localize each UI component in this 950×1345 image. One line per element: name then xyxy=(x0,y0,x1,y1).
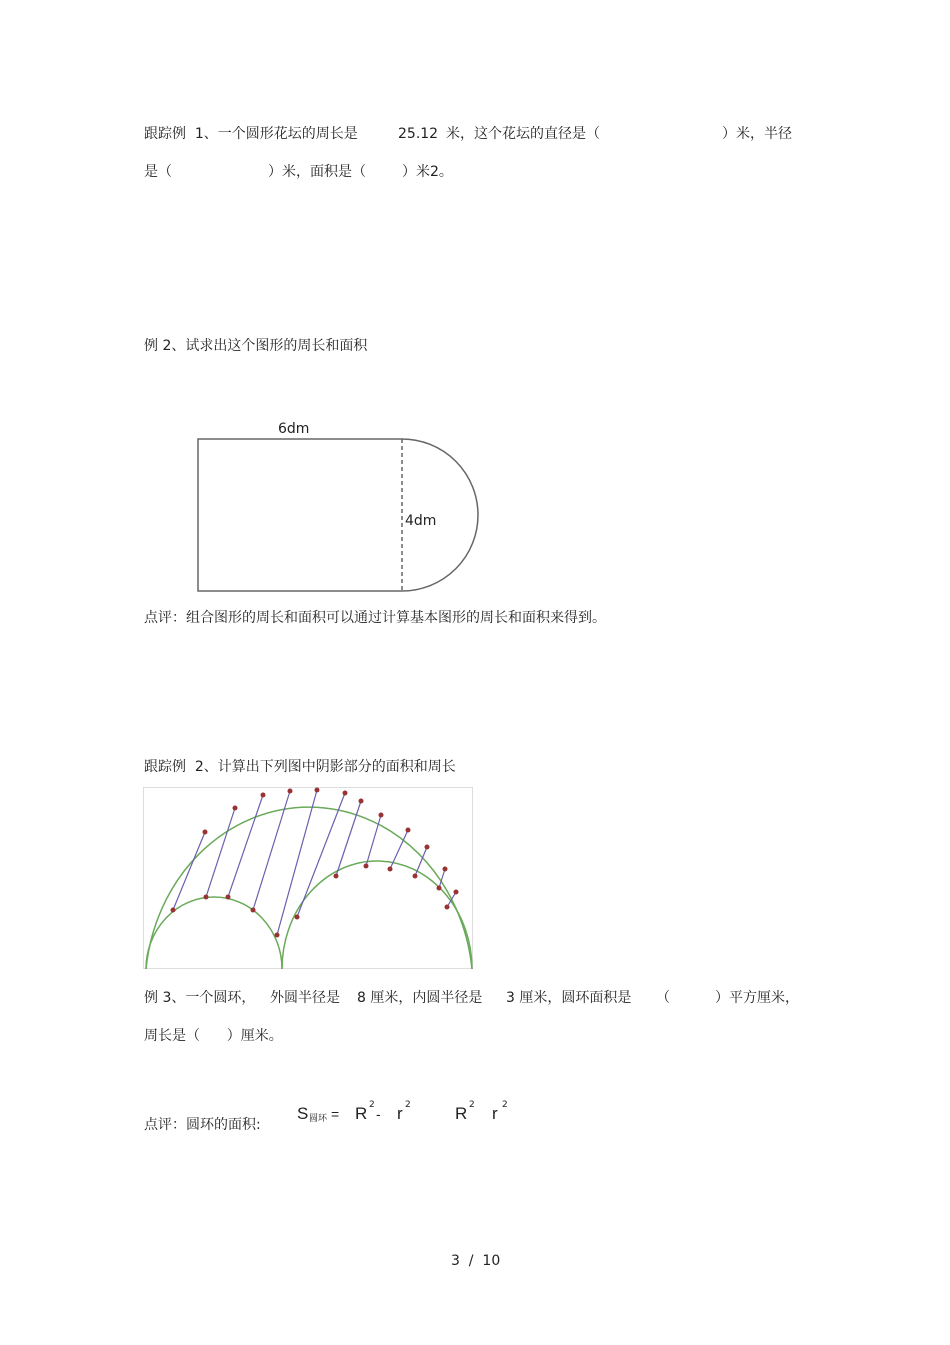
formula-r2: r xyxy=(492,1104,498,1123)
formula-S: S xyxy=(297,1104,309,1123)
figure-height-label: 4dm xyxy=(405,513,437,529)
example3-line1-f: ）平方厘米， xyxy=(715,990,799,1006)
track2-title: 跟踪例 2、计算出下列图中阴影部分的面积和周长 xyxy=(144,759,456,775)
example3-line1-d: 3 厘米，圆环面积是 xyxy=(506,990,632,1006)
figure-width-label: 6dm xyxy=(278,421,310,437)
formula-subscript: 圆环 xyxy=(309,1114,328,1124)
formula-sup4: 2 xyxy=(502,1100,508,1110)
example2-comment: 点评：组合图形的周长和面积可以通过计算基本图形的周长和面积来得到。 xyxy=(144,610,606,626)
formula-R1: R xyxy=(355,1104,368,1123)
formula-equals: = xyxy=(331,1106,340,1122)
formula-R2: R xyxy=(455,1104,468,1123)
example3-line1-a: 例 3、一个圆环， xyxy=(144,990,256,1006)
track1-circumference-value: 25.12 xyxy=(398,126,439,142)
formula-minus: - xyxy=(376,1106,381,1122)
track1-line2-end: ）米2。 xyxy=(402,164,453,180)
track1-line1-prefix: 跟踪例 1、一个圆形花坛的周长是 xyxy=(144,126,358,142)
formula-sup3: 2 xyxy=(469,1100,475,1110)
track1-line1-end: ）米，半径 xyxy=(722,126,792,142)
example2-title: 例 2、试求出这个图形的周长和面积 xyxy=(144,338,368,354)
formula-sup2: 2 xyxy=(405,1100,411,1110)
comment3-label: 点评：圆环的面积: xyxy=(144,1117,261,1133)
example3-line1-c: 8 厘米，内圆半径是 xyxy=(357,990,483,1006)
track1-line1-mid: 米，这个花坛的直径是（ xyxy=(446,126,600,142)
formula-r1: r xyxy=(397,1104,403,1123)
example3-line1-b: 外圆半径是 xyxy=(270,990,340,1006)
page-number: 3 / 10 xyxy=(451,1253,501,1269)
example3-line1-e: （ xyxy=(656,990,670,1006)
track1-line2-mid: ）米，面积是（ xyxy=(268,164,366,180)
example3-line2: 周长是（ ）厘米。 xyxy=(144,1028,283,1044)
formula-sup1: 2 xyxy=(369,1100,375,1110)
shaded-arcs-figure xyxy=(143,787,473,969)
example2-figure xyxy=(180,420,500,610)
track1-line2-start: 是（ xyxy=(144,164,172,180)
